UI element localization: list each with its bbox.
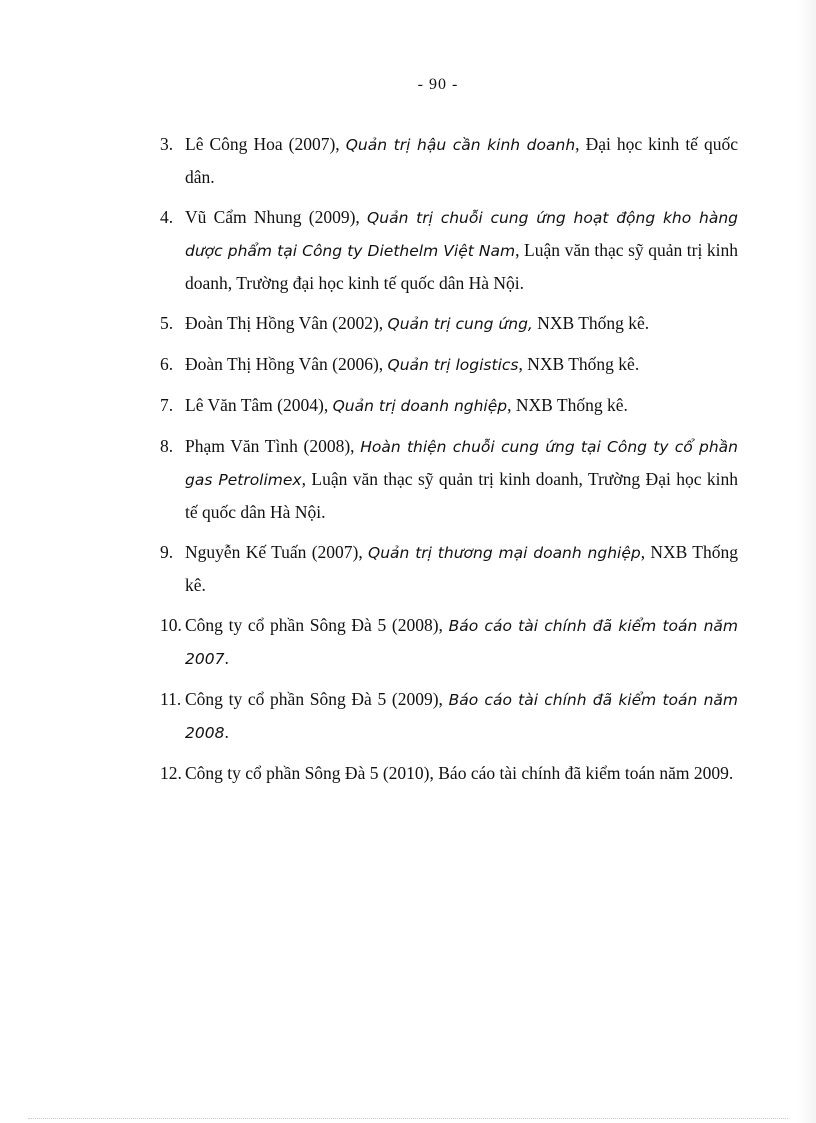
- reference-title: Báo cáo tài chính đã kiểm toán năm 2009: [438, 763, 729, 783]
- reference-number: 3.: [160, 134, 174, 154]
- reference-number: 8.: [160, 436, 174, 456]
- reference-number: 10.: [160, 615, 182, 635]
- reference-publisher: , Đại học kinh tế quốc dân.: [185, 134, 739, 187]
- reference-item-9: [160, 536, 738, 601]
- reference-publisher: , Luận văn thạc sỹ quản trị kinh doanh, Trường đại học kinh tế quốc dân Hà Nội.: [185, 240, 738, 293]
- page-edge-shadow: [798, 0, 816, 1123]
- reference-author: Lê Văn Tâm (2004),: [185, 395, 333, 415]
- reference-item-12: [160, 757, 738, 789]
- reference-number: 12.: [160, 763, 182, 783]
- reference-publisher: .: [224, 722, 229, 742]
- reference-author: Phạm Văn Tình (2008),: [185, 436, 361, 456]
- reference-publisher: .: [728, 763, 734, 783]
- reference-number: 6.: [160, 354, 174, 374]
- reference-number: 4.: [160, 207, 174, 227]
- reference-item-11: [160, 683, 738, 749]
- reference-item-10: [160, 609, 738, 675]
- reference-item-4: [160, 201, 738, 299]
- reference-author: Công ty cổ phần Sông Đà 5 (2009),: [185, 689, 449, 709]
- reference-item-8: [160, 430, 738, 528]
- reference-publisher: , Luận văn thạc sỹ quản trị kinh doanh, Trường Đại học kinh tế quốc dân Hà Nội.: [185, 469, 738, 522]
- reference-publisher: , NXB Thống kê.: [507, 395, 628, 415]
- reference-title: Quản trị doanh nghiệp: [332, 397, 508, 415]
- reference-author: Vũ Cẩm Nhung (2009),: [185, 207, 368, 227]
- reference-author: Công ty cổ phần Sông Đà 5 (2008),: [185, 615, 449, 635]
- reference-number: 11.: [160, 689, 182, 709]
- reference-item-5: [160, 307, 738, 340]
- reference-title: Quản trị cung ứng,: [387, 315, 533, 333]
- reference-title: Quản trị logistics: [387, 356, 519, 374]
- reference-title: Hoàn thiện chuỗi cung ứng tại Công ty cổ phần gas Petrolimex: [185, 438, 738, 489]
- reference-title: Báo cáo tài chính đã kiểm toán năm 2007: [185, 617, 738, 668]
- reference-author: Đoàn Thị Hồng Vân (2002),: [185, 313, 388, 333]
- page-bottom-border: [28, 1118, 788, 1119]
- page-number: - 90 -: [417, 76, 459, 93]
- reference-number: 7.: [160, 395, 174, 415]
- reference-author: Đoàn Thị Hồng Vân (2006),: [185, 354, 388, 374]
- reference-number: 5.: [160, 313, 174, 333]
- reference-author: Nguyễn Kế Tuấn (2007),: [185, 542, 369, 562]
- reference-title: Quản trị chuỗi cung ứng hoạt động kho hàng dược phẩm tại Công ty Diethelm Việt Nam: [185, 209, 739, 260]
- reference-publisher: NXB Thống kê.: [532, 313, 650, 333]
- reference-item-3: [160, 128, 738, 193]
- reference-publisher: .: [224, 648, 229, 668]
- reference-publisher: , NXB Thống kê.: [185, 542, 738, 595]
- reference-number: 9.: [160, 542, 174, 562]
- reference-list: [160, 128, 738, 797]
- reference-author: Công ty cổ phần Sông Đà 5 (2010),: [185, 763, 439, 783]
- reference-author: Lê Công Hoa (2007),: [185, 134, 346, 154]
- reference-title: Quản trị hậu cần kinh doanh: [345, 136, 576, 154]
- reference-item-7: [160, 389, 738, 422]
- reference-item-6: [160, 348, 738, 381]
- reference-title: Quản trị thương mại doanh nghiệp: [368, 544, 641, 562]
- reference-title: Báo cáo tài chính đã kiểm toán năm 2008: [185, 691, 738, 742]
- reference-publisher: , NXB Thống kê.: [518, 354, 640, 374]
